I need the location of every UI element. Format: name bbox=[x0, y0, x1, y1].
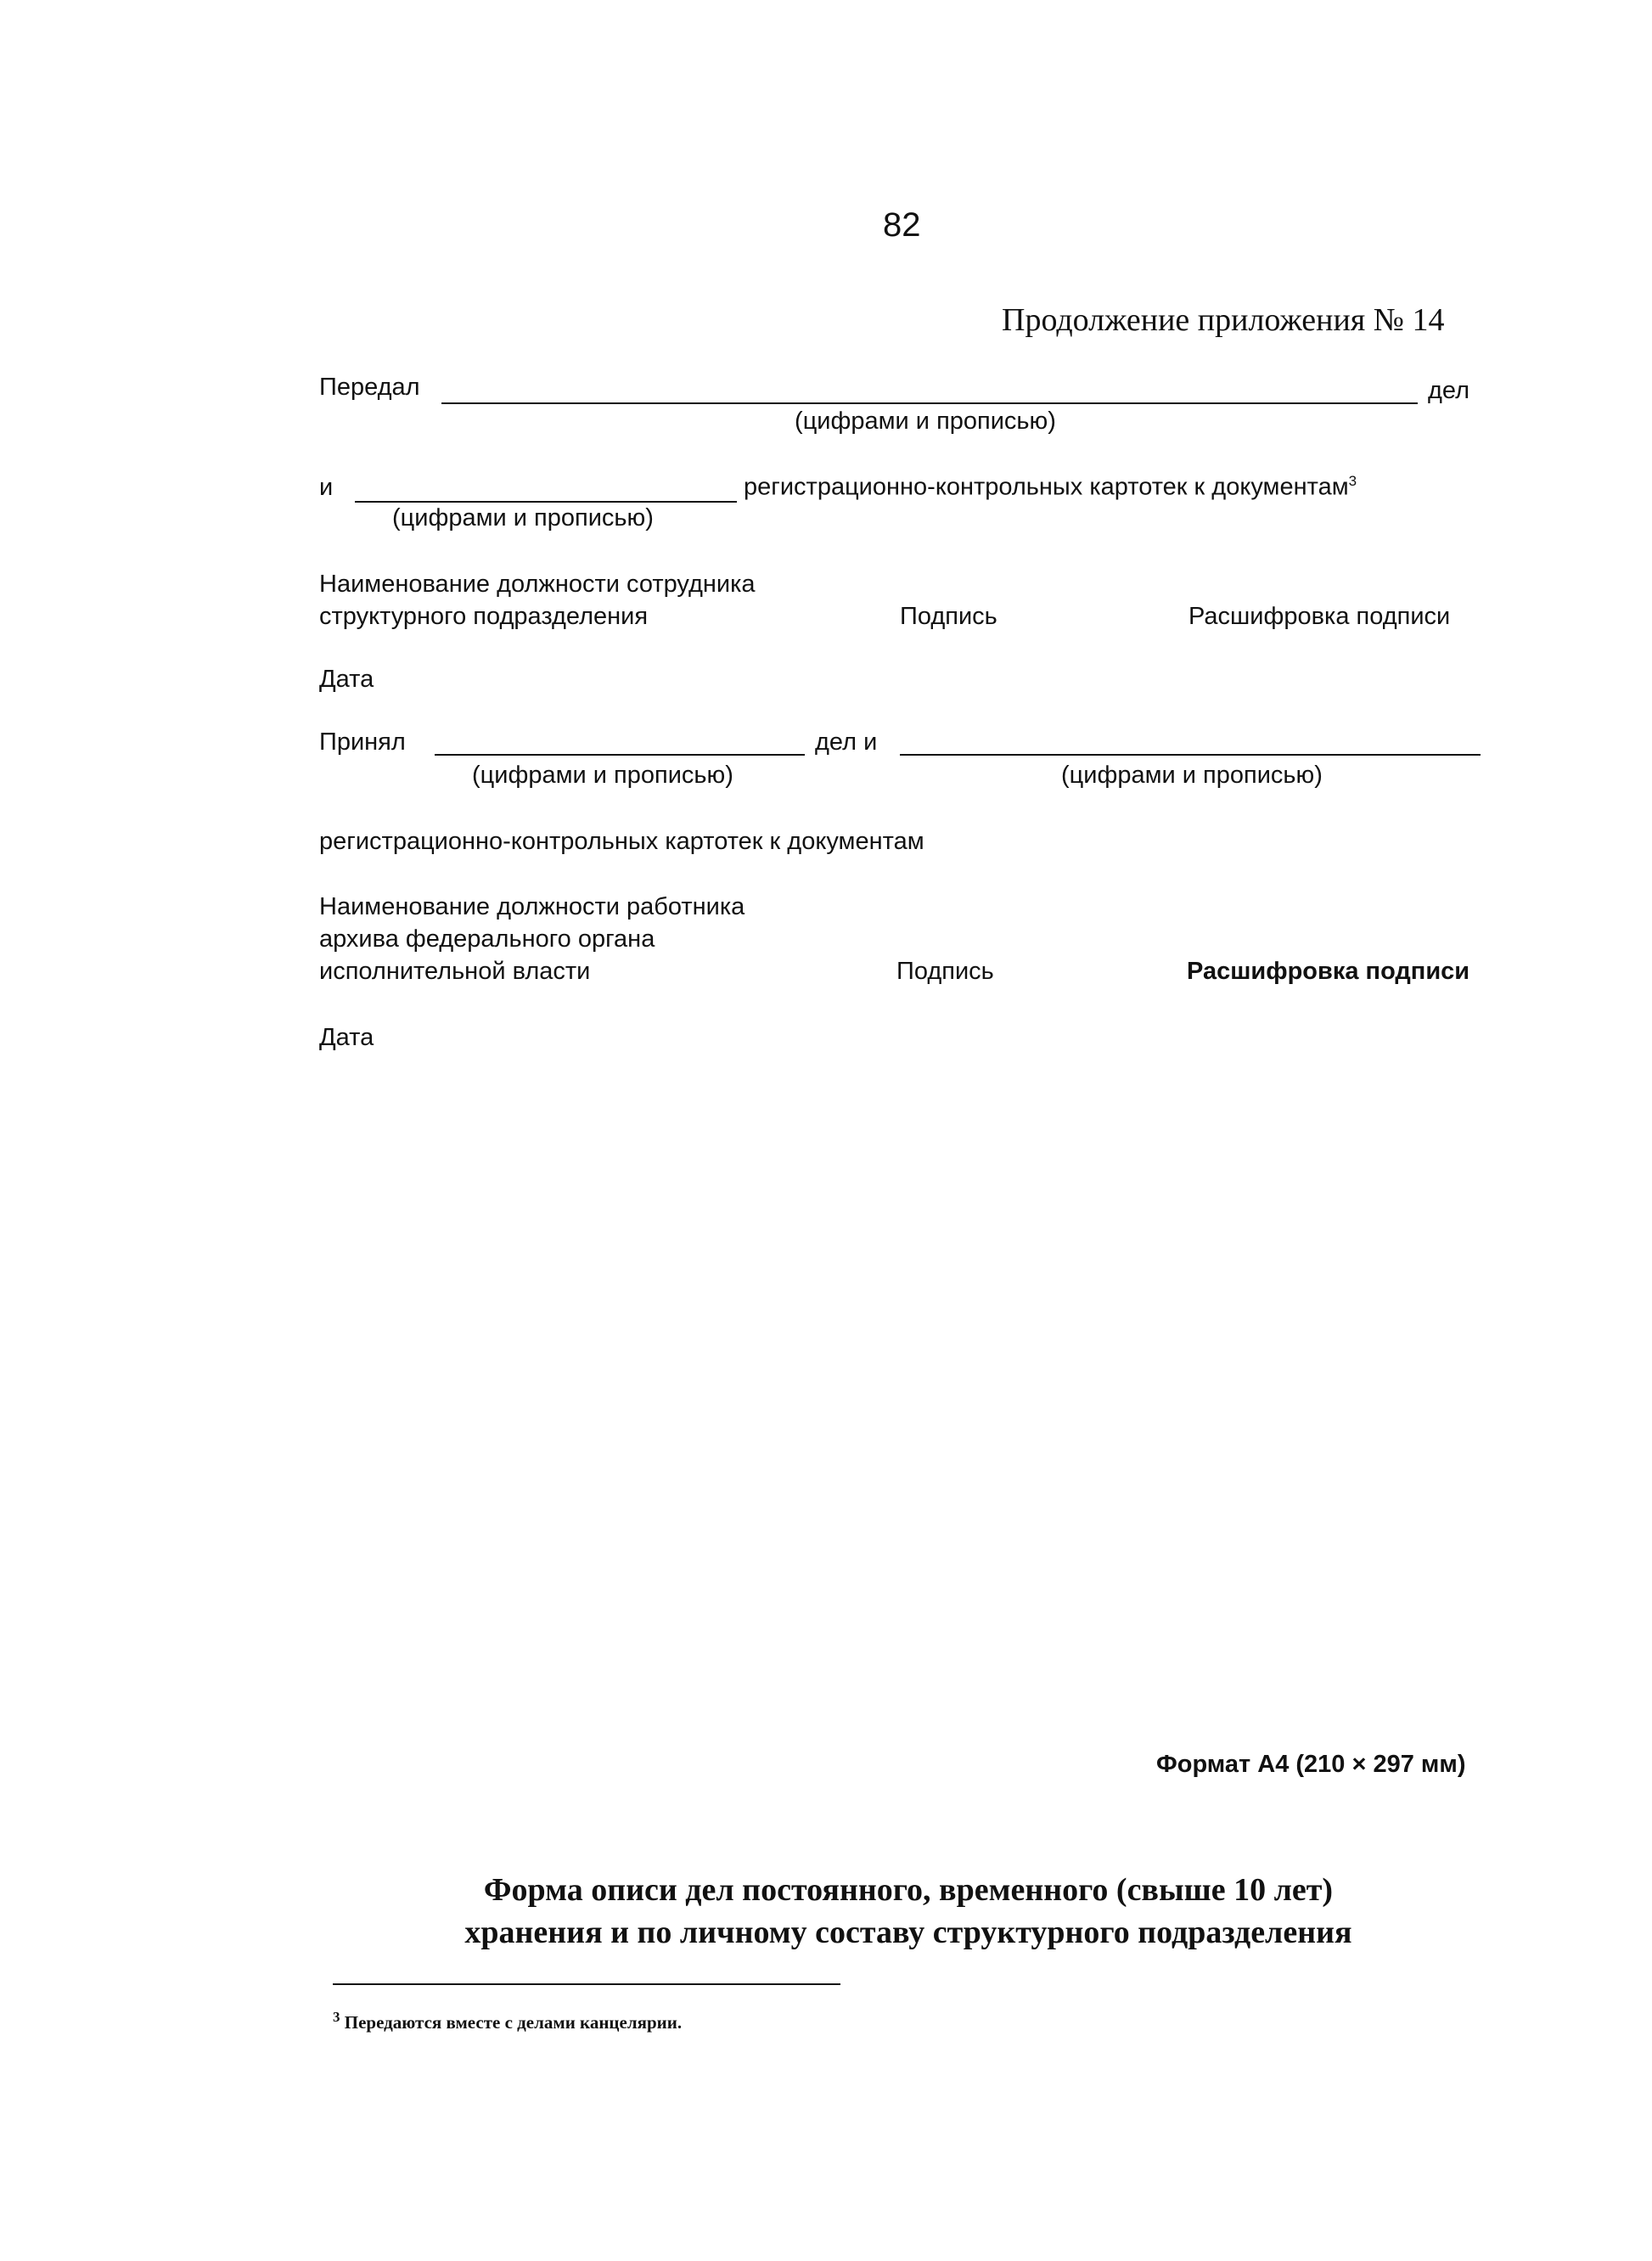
received-cards-text: регистрационно-контрольных картотек к документам bbox=[319, 828, 924, 855]
section-title-line1: Форма описи дел постоянного, временного (свыше 10 лет) bbox=[483, 1872, 1334, 1908]
received-hint-right: (цифрами и прописью) bbox=[1061, 762, 1323, 789]
transferred-label: Передал bbox=[319, 374, 420, 401]
page-number: 82 bbox=[883, 206, 921, 244]
received-middle-text: дел и bbox=[815, 728, 878, 756]
transferred-cases-suffix: дел bbox=[1428, 377, 1470, 404]
transferred-count-line bbox=[441, 402, 1418, 404]
transferred-cards-label: регистрационно-контрольных картотек к документам bbox=[744, 473, 1349, 501]
footnote bbox=[333, 2009, 682, 2033]
received-position-line1: Наименование должности работника bbox=[319, 893, 745, 920]
received-position-line2: архива федерального органа bbox=[319, 925, 655, 953]
transferred-cards-text bbox=[744, 473, 1357, 502]
transferred-position-line1: Наименование должности сотрудника bbox=[319, 571, 756, 598]
footnote-text: Передаются вместе с делами канцелярии. bbox=[344, 2012, 683, 2033]
continuation-heading: Продолжение приложения № 14 bbox=[1002, 302, 1445, 338]
transferred-hint2: (цифрами и прописью) bbox=[392, 504, 654, 532]
received-cards-line bbox=[900, 754, 1481, 756]
received-label: Принял bbox=[319, 728, 406, 756]
received-position-line3: исполнительной власти bbox=[319, 958, 591, 985]
footnote-number: 3 bbox=[333, 2009, 340, 2025]
format-note: Формат А4 (210 × 297 мм) bbox=[1156, 1751, 1466, 1778]
transferred-date-label: Дата bbox=[319, 666, 374, 693]
footnote-separator bbox=[333, 1983, 840, 1985]
received-count-line bbox=[435, 754, 805, 756]
transferred-cards-line bbox=[355, 501, 737, 503]
footnote-reference: 3 bbox=[1348, 473, 1357, 489]
section-title-line2: хранения и по личному составу структурного подразделения bbox=[464, 1915, 1352, 1950]
transferred-hint: (цифрами и прописью) bbox=[795, 408, 1056, 435]
transferred-signature-label: Подпись bbox=[900, 603, 997, 630]
received-date-label: Дата bbox=[319, 1024, 374, 1051]
received-signature-label: Подпись bbox=[896, 958, 994, 985]
transferred-and-label: и bbox=[319, 474, 334, 501]
received-signature-decode: Расшифровка подписи bbox=[1187, 958, 1470, 985]
received-hint-left: (цифрами и прописью) bbox=[472, 762, 733, 789]
transferred-signature-decode: Расшифровка подписи bbox=[1188, 603, 1451, 630]
transferred-position-line2: структурного подразделения bbox=[319, 603, 649, 630]
